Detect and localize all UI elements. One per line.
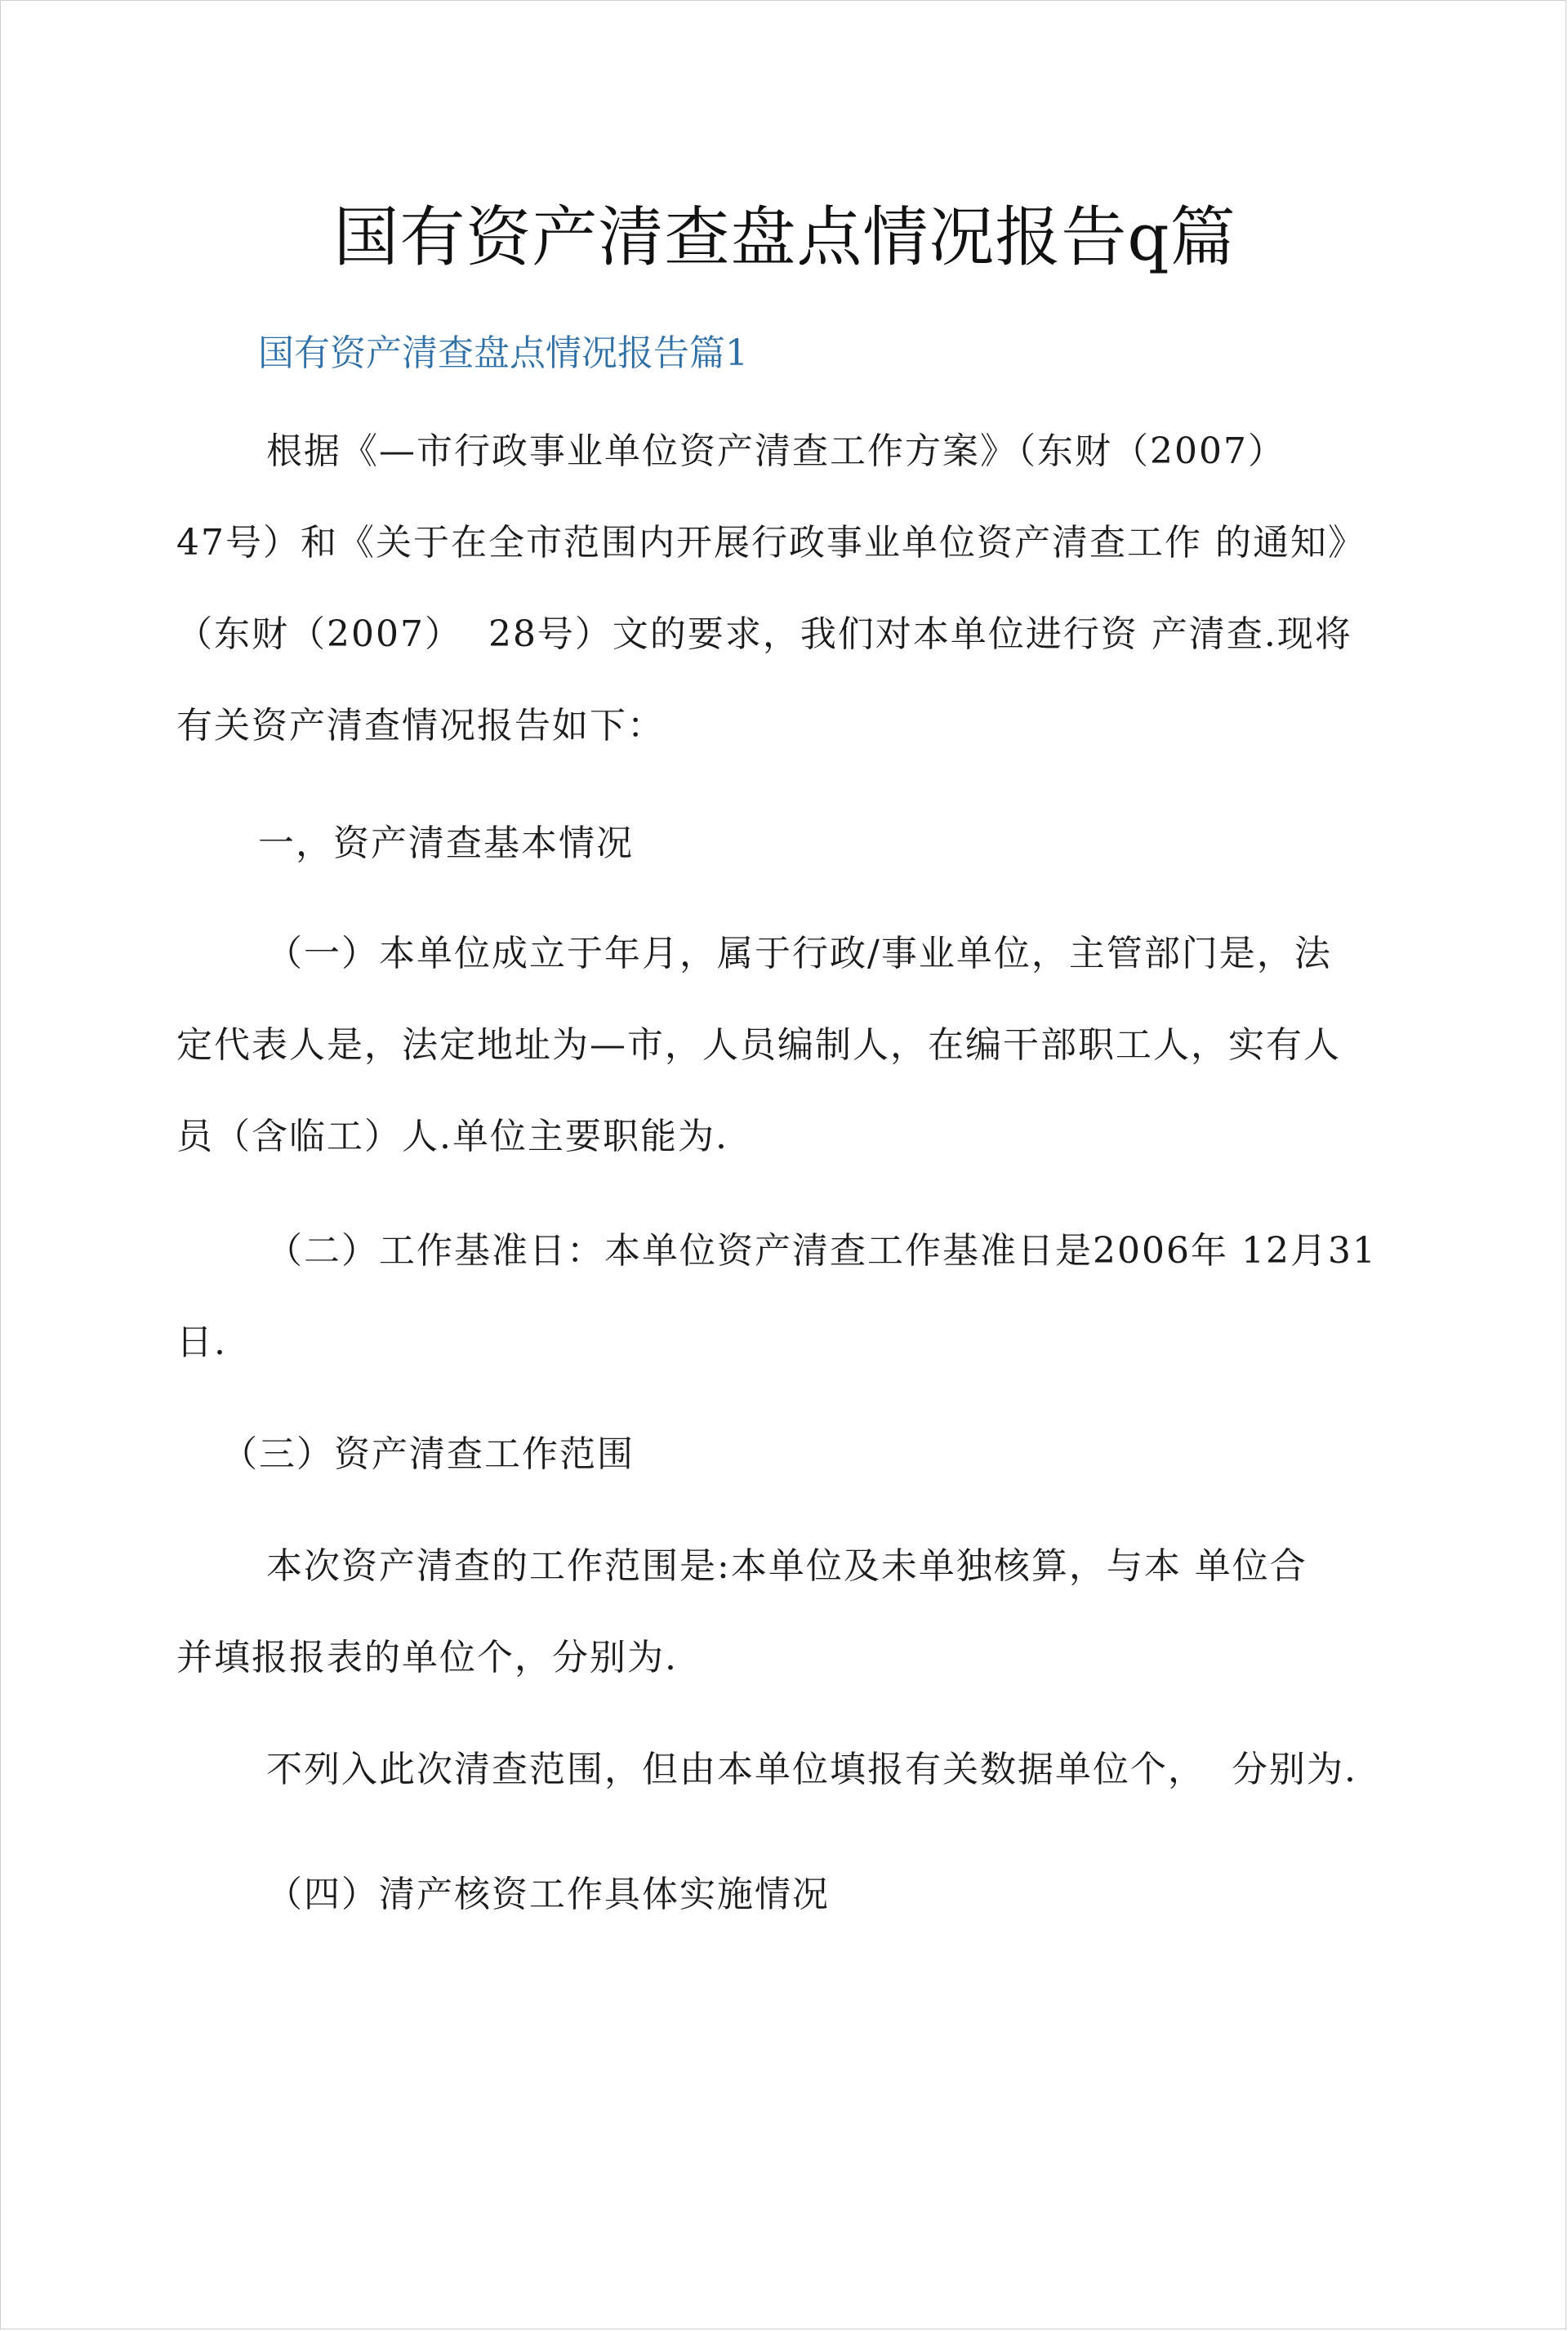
paragraph-item-4	[266, 1849, 830, 1941]
paragraph-item-2	[176, 1206, 1377, 1388]
paragraph-line: 根据《—市行政事业单位资产清查工作方案》（东财（2007）	[266, 430, 1285, 472]
paragraph-line: （四）清产核资工作具体实施情况	[266, 1874, 830, 1915]
heading-basic-info	[258, 798, 634, 889]
paragraph-item-1	[176, 908, 1341, 1183]
paragraph-line: 日.	[176, 1321, 227, 1363]
paragraph-scope-2	[266, 1724, 1357, 1816]
paragraph-intro	[176, 406, 1365, 772]
paragraph-line: （三）资产清查工作范围	[221, 1433, 635, 1475]
paragraph-line: 本次资产清查的工作范围是:本单位及未单独核算，与本 单位合	[266, 1545, 1307, 1587]
paragraph-line: 有关资产清查情况报告如下：	[176, 705, 665, 747]
paragraph-line: 一，资产清查基本情况	[258, 822, 634, 864]
paragraph-line: （东财（2007） 28号）文的要求，我们对本单位进行资 产清查.现将	[176, 613, 1352, 655]
paragraph-line: 并填报报表的单位个，分别为.	[176, 1637, 678, 1678]
paragraph-line: （一）本单位成立于年月，属于行政/事业单位，主管部门是，法	[266, 933, 1332, 974]
document-title: 国有资产清查盘点情况报告q篇	[333, 199, 1236, 275]
paragraph-line: （二）工作基准日：本单位资产清查工作基准日是2006年 12月31	[266, 1230, 1377, 1272]
section-heading: 国有资产清查盘点情况报告篇1	[258, 332, 748, 374]
paragraph-line: 不列入此次清查范围，但由本单位填报有关数据单位个， 分别为.	[266, 1749, 1357, 1790]
paragraph-line: 定代表人是，法定地址为—市，人员编制人，在编干部职工人，实有人	[176, 1024, 1341, 1066]
paragraph-item-3	[221, 1409, 635, 1500]
paragraph-line: 47号）和《关于在全市范围内开展行政事业单位资产清查工作 的通知》	[176, 522, 1365, 564]
paragraph-line: 员（含临工）人.单位主要职能为.	[176, 1116, 728, 1157]
paragraph-scope-1	[176, 1521, 1307, 1704]
